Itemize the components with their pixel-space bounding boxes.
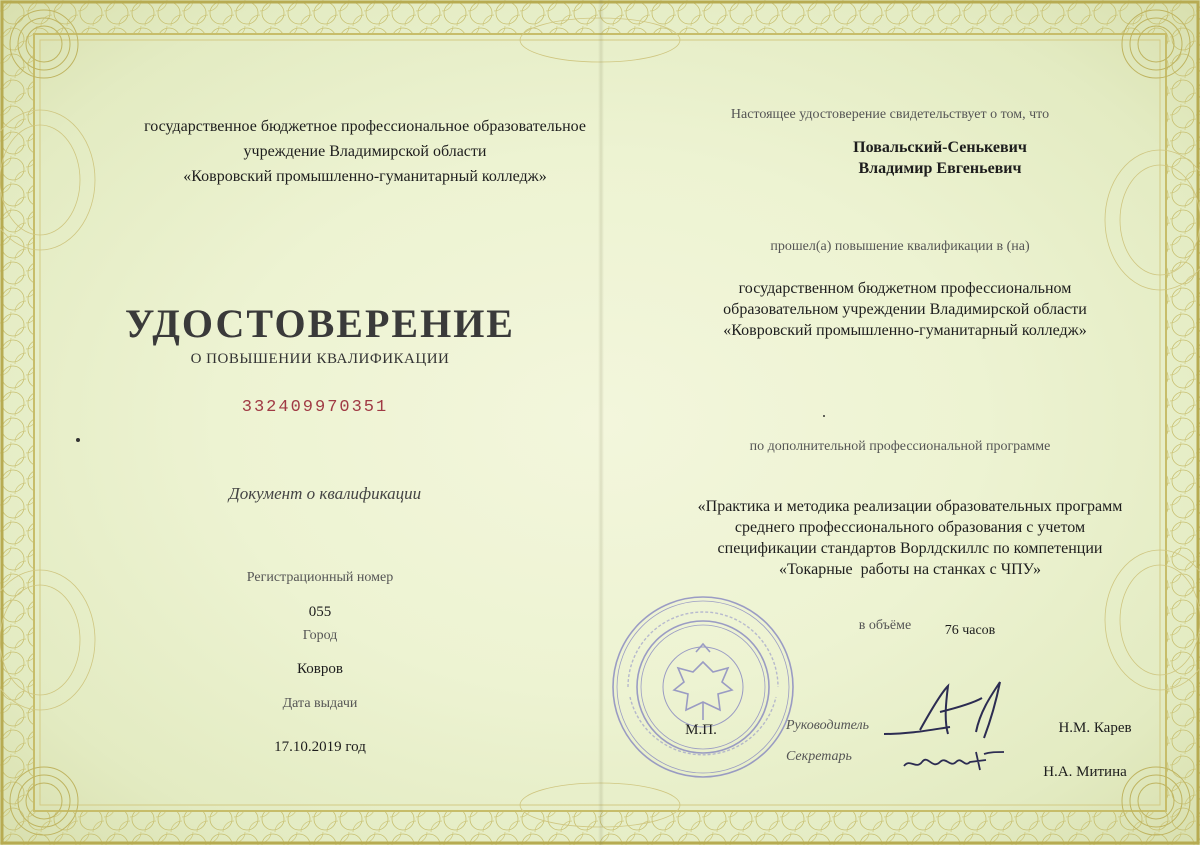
document-title: УДОСТОВЕРЕНИЕ: [125, 301, 515, 346]
document-number: 332409970351: [241, 398, 389, 417]
program-line-2: среднего профессионального образования с учетом: [734, 519, 1086, 536]
issuer-name: [130, 114, 600, 189]
seal-stamp-icon: [608, 592, 798, 782]
secretary-signature-icon: [900, 740, 1010, 780]
issue-date-value: 17.10.2019 год: [274, 739, 366, 755]
program-label: по дополнительной профессиональной программе: [749, 439, 1051, 454]
training-statement: прошел(а) повышение квалификации в (на): [770, 239, 1030, 254]
city-label: Город: [302, 628, 338, 643]
city-value: Ковров: [297, 661, 343, 677]
holder-surname: Повальский-Сенькевич: [853, 139, 1027, 156]
organization-line-3: «Ковровский промышленно-гуманитарный колледж»: [723, 322, 1087, 339]
program-line-4: «Токарные работы на станках с ЧПУ»: [778, 561, 1041, 578]
issuer-line-3: «Ковровский промышленно-гуманитарный колледж»: [183, 168, 547, 185]
registration-number-value: 055: [308, 604, 332, 620]
program-line-1: «Практика и методика реализации образовательных программ: [697, 498, 1123, 515]
head-label: Руководитель: [786, 718, 870, 733]
volume-value: 76 часов: [944, 623, 996, 638]
registration-number-label: Регистрационный номер: [246, 570, 394, 585]
issuer-line-1: государственное бюджетное профессиональное образовательное: [144, 118, 586, 135]
training-organization: [680, 278, 1130, 341]
volume-label: в объёме: [858, 618, 912, 633]
certifies-statement: Настоящее удостоверение свидетельствует о том, что: [730, 107, 1050, 122]
issuer-line-2: учреждение Владимирской области: [243, 143, 487, 160]
document-subtitle: О ПОВЫШЕНИИ КВАЛИФИКАЦИИ: [190, 351, 450, 367]
document-kind: Документ о квалификации: [228, 484, 422, 503]
holder-name: [800, 137, 1080, 179]
issue-date-label: Дата выдачи: [282, 696, 358, 711]
ink-dot: [823, 415, 825, 417]
program-line-3: спецификации стандартов Ворлдскиллс по компетенции: [717, 540, 1103, 557]
program-title: [670, 496, 1150, 580]
head-name: Н.М. Карев: [1058, 720, 1132, 736]
stamp-place-mark: М.П.: [685, 722, 717, 738]
organization-line-1: государственном бюджетном профессиональном: [738, 280, 1072, 297]
secretary-label: Секретарь: [786, 749, 852, 764]
ink-dot: [76, 438, 80, 442]
holder-given-names: Владимир Евгеньевич: [858, 160, 1022, 177]
secretary-name: Н.А. Митина: [1043, 764, 1127, 780]
organization-line-2: образовательном учреждении Владимирской области: [723, 301, 1087, 318]
